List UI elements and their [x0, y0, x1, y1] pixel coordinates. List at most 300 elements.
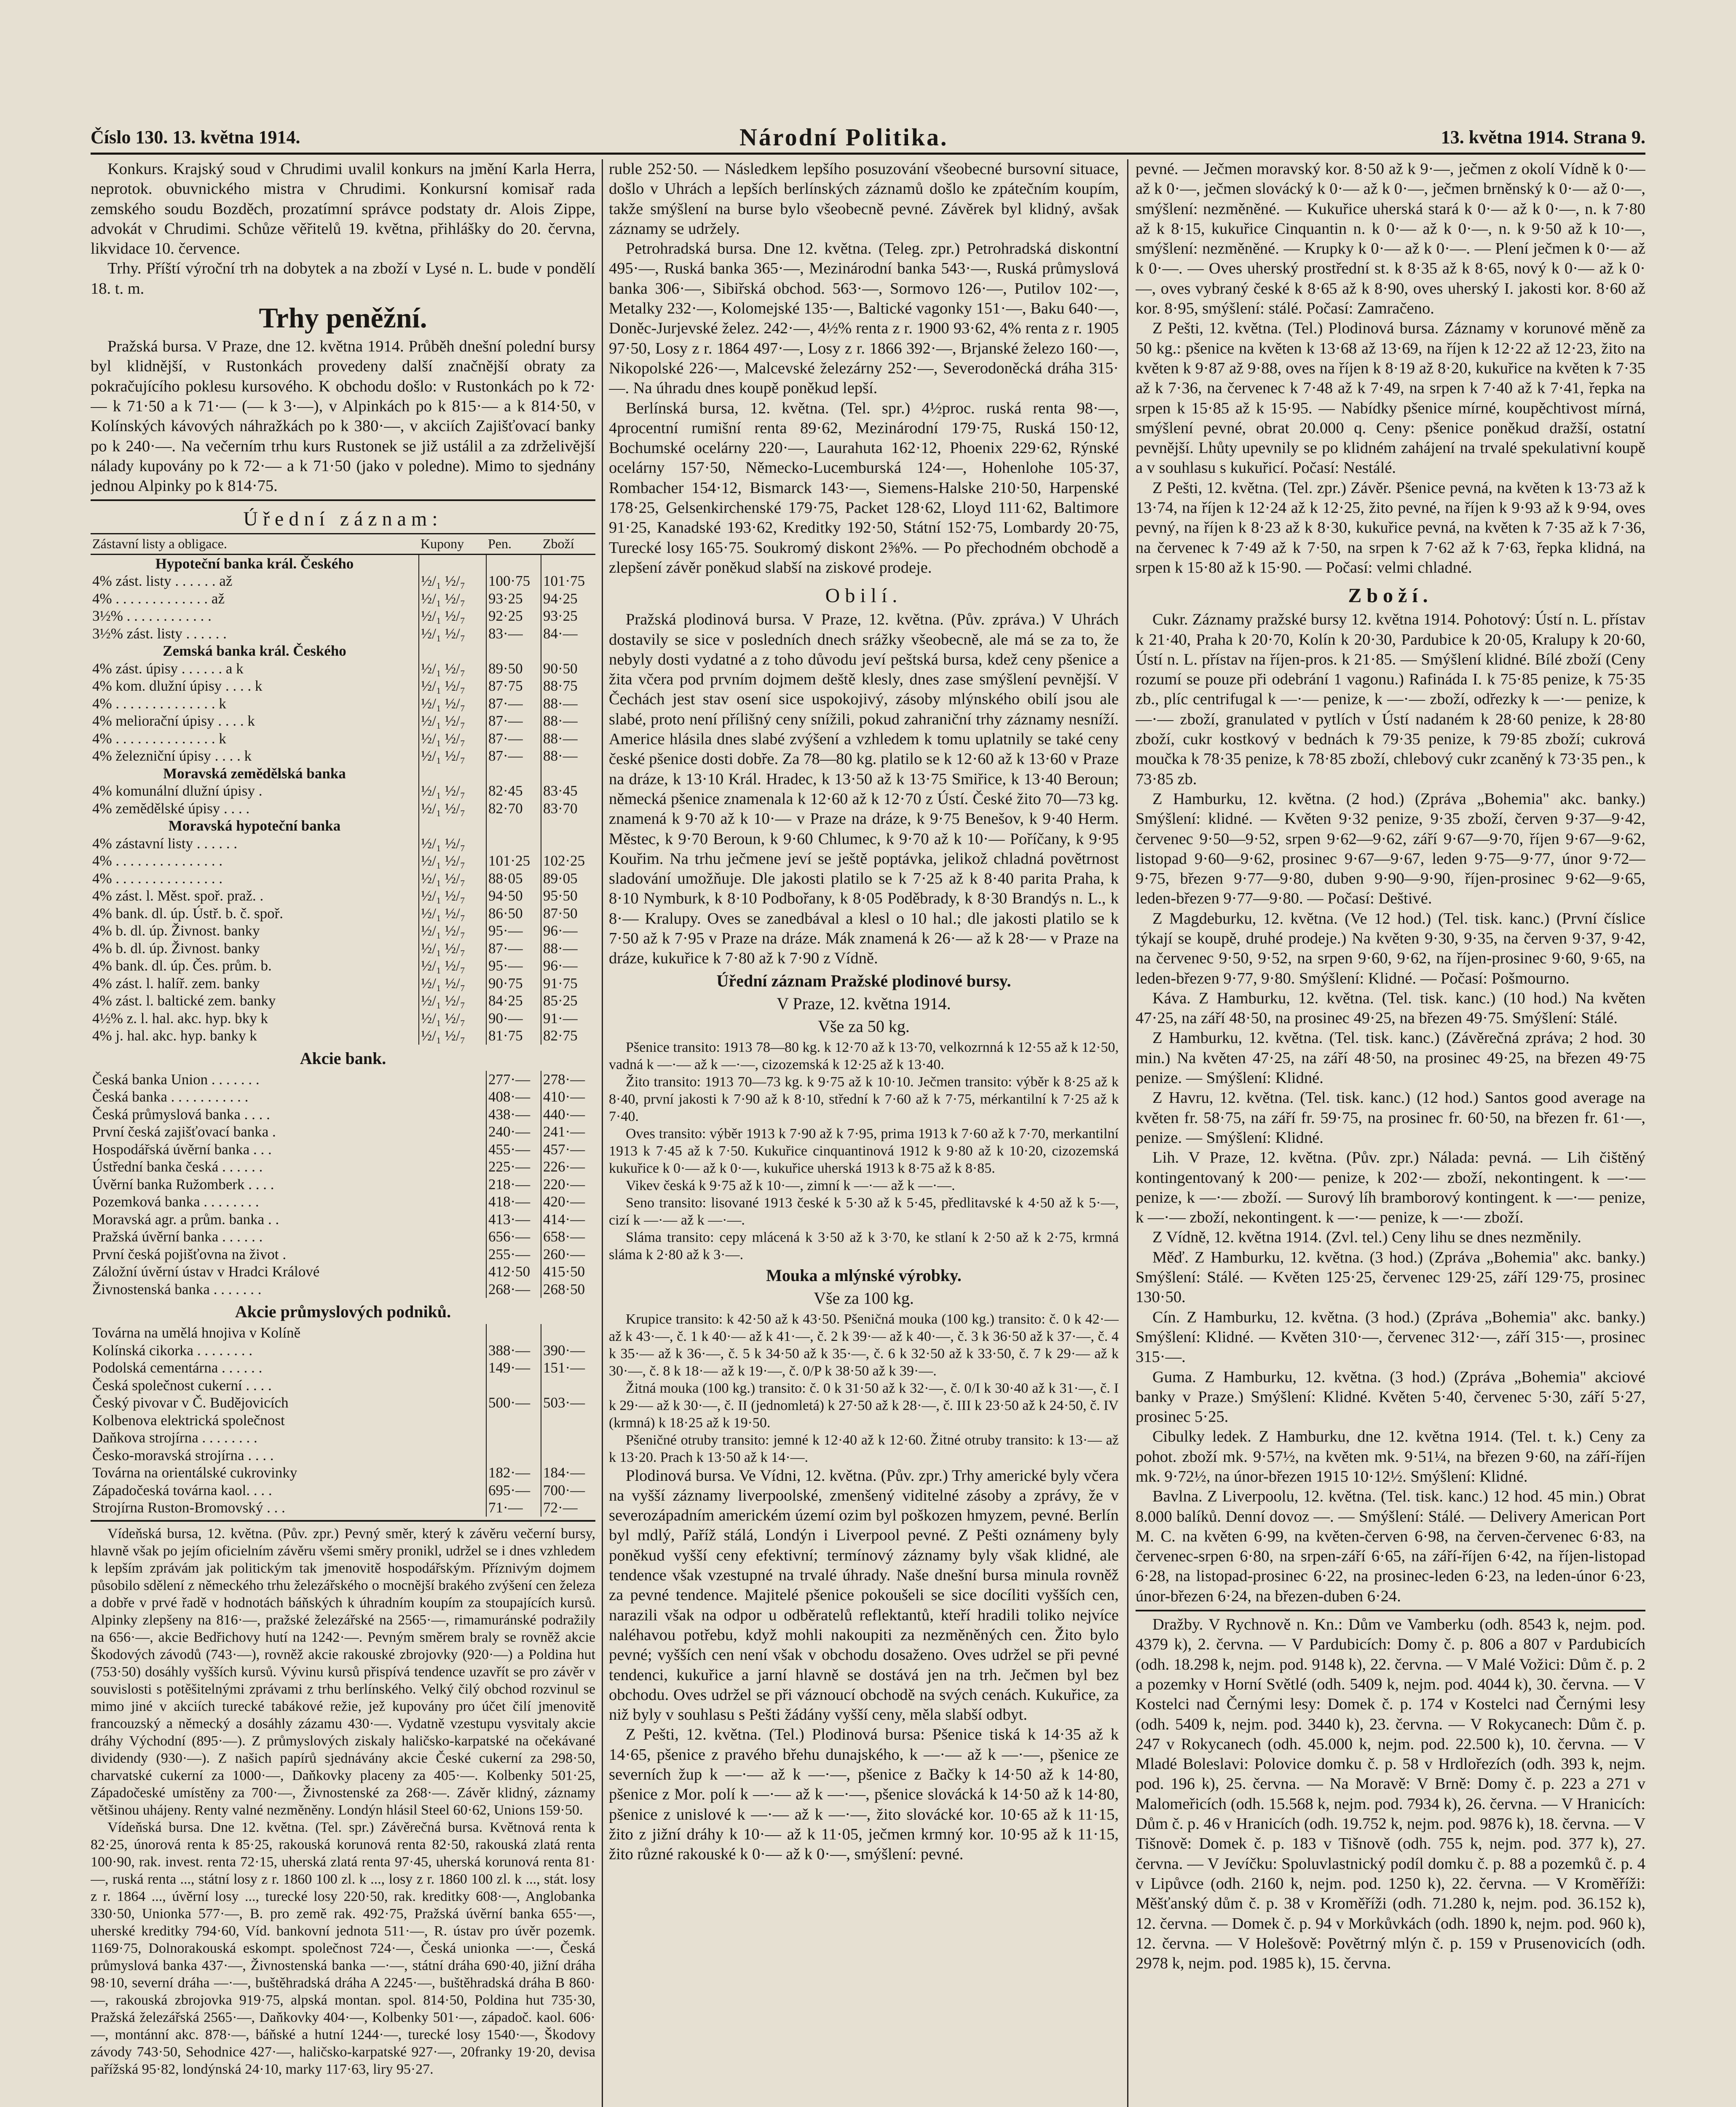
paragraph: Z Vídně, 12. května 1914. (Zvl. tel.) Ceny lihu se dnes nezměnily. [1152, 1228, 1581, 1247]
table-cell: ½/₁ ½/₇ [419, 922, 486, 940]
bank-shares-table [91, 1071, 595, 1298]
table-cell: 503·— [541, 1394, 595, 1412]
column-1 [91, 159, 595, 2107]
paragraph: Guma. Z Hamburku, 12. května. (3 hod.) (Zpráva „Bohemia" akciové banky v Praze.) Smýšlení: Klidné. Květen 5·40, červenec 5·30, září 5·27, prosinec 5·25. [1136, 1368, 1645, 1426]
paragraph: Berlínská bursa, 12. května. (Tel. spr.) 4½proc. ruská renta 98·—, 4procentní rumišní renta 89·62, Mezinárodní 179·75, Ruská 150·12, Bochumské ocelárny 220·—, Laurahuta 162·12, Phoenix 229·62, Rýnské ocelárny 157·50, Německo-Lucemburská 124·—, Hohenlohe 105·37, Rombacher 154·12, Bismarck 143·—, Siemens-Halske 210·50, Harpenské 178·25, Gelsenkirchenské 179·75, Packet 128·62, Lloyd 111·62, Baltimore 91·25, Kanadské 193·62, Kreditky 192·50, Státní 152·75, Lombardy 20·75, Turecké losy 165·75. Soukromý diskont 2⅝%. — Po přechodném obchodě a zlepšení závěr poněkud slabší na ziskové prodeje. [609, 399, 1119, 576]
table-cell: 100·75 [486, 572, 541, 590]
industry-shares-table [91, 1324, 595, 1517]
table-cell: Moravská zemědělská banka [163, 765, 346, 782]
paragraph: Pražská plodinová bursa. V Praze, 12. května. (Pův. zpráva.) V Uhrách dostavily se sice v posledních dnech srážky všeobecně, ale má se za to, že nebyly dosti vydatné a z toho důvodu jeví peštská bursa, kdež ceny pšenice a žita včera pod prvním dojmem deště klesly, dnes zase smýšlení pevnější. V Čechách jest stav osení sice uspokojivý, zásoby mlýnského obilí jsou ale slabé, proto není přílišný ceny snížili, pokud zahraniční trhy záznamy nesníží. Americe hlásila dnes slabé zvýšení a vzhledem k tomu uplatnily se také ceny české pšenice dosti dobře. Za 78—80 kg. platilo se k 12·60 až k 13·60 v Praze na dráze, k 13·10 Král. Hradec, k 13·50 až k 13·75 Smiřice, k 13·40 Beroun; německá pšenice znamenala k 12·60 až k 12·70 z Ústí. České žito 70—73 kg. znamená k 9·70 až k 10·— v Praze na dráze, k 9·75 Benešov, k 9·40 Herm. Městec, k 9·70 Beroun, k 9·60 Chlumec, k 9·70 až k 10·— Poříčany, k 9·95 Kouřim. Na trhu ječmene jeví se ještě poptávka, jelikož chladná povětrnost sladování umožňuje. Dle jakosti platilo se k 7·25 až k 8·40 parita Praha, k 8·10 Nymburk, k 8·10 Podbořany, k 8·05 Poděbrady, k 8·30 Brandýs n. L., k 8·— Kralupy. Oves se zanedbával a klesl o 10 hal.; dle jakosti platilo se k 7·50 až k 7·95 v Praze na dráze. Mák znamená k 26·— až k 28·— v Praze na dráze, kukuřice k 7·80 až k 7·90 z Vídně. [609, 611, 1119, 968]
table-row [91, 1228, 595, 1246]
table-row [91, 800, 595, 818]
table-cell: 420·— [541, 1193, 595, 1211]
table-cell: 71·— [486, 1499, 541, 1517]
table-cell: 408·— [486, 1088, 541, 1106]
table-row [91, 747, 595, 765]
table-cell: 101·25 [486, 852, 541, 870]
table-cell [486, 817, 541, 835]
table-cell: 410·— [541, 1088, 595, 1106]
table-cell: 90·75 [486, 975, 541, 992]
divider [1136, 1610, 1645, 1611]
table-cell: 4% komunální dlužní úpisy . [92, 783, 263, 799]
paragraph: Z Magdeburku, 12. května. (Ve 12 hod.) (Tel. tisk. kanc.) (První číslice týkají se koupě, druhé prodeje.) Na květen 9·30, 9·35, na červen 9·37, 9·42, na červenec 9·50, 9·52, na srpen 9·60, 9·62, na říjen-prosinec 9·60, 9·65, na leden-březen 9·77, 9·80. Smýšlení: Klidné. — Počasí: Pošmourno. [1136, 909, 1645, 987]
table-cell: 4% . . . . . . . . . . . . . . . [92, 852, 223, 869]
column-3 [1136, 159, 1645, 2107]
section-heading: Úřední záznam: [243, 508, 443, 531]
table-cell: 4% bank. dl. úp. Čes. prům. b. [92, 957, 272, 974]
paragraph: Konkurs. Krajský soud v Chrudimi uvalil konkurs na jmění Karla Herra, neprotok. obuvnického mistra v Chrudimi. Konkursní komisař rada zemského soudu Bozděch, prozatímní správce podstaty dr. Alois Zippe, advokát v Chrudimi. Schůze věřitelů 19. května, přihlášky do 20. června, likvidace 10. července. [91, 160, 595, 258]
table-cell: 414·— [541, 1211, 595, 1228]
table-row [91, 1499, 595, 1517]
table-cell: 388·— [486, 1342, 541, 1359]
paragraph: Plodinová bursa. Ve Vídni, 12. května. (Pův. zpr.) Trhy americké byly včera na vyšší záznamy liverpoolské, zmenšený viditelné zásoby a zprávy, že v severozápadním americkém území ozim byl poškozen hmyzem, pevné. Berlín byl mdlý, Paříž stálá, Londýn i Liverpool pevné. Z Pešti oznámeny byly poněkud vyšší ceny efektivní; termínový záznamy byly však klidné, ale tendence však vzestupné na trvalé úhrady. Naše dnešní bursa minula rovněž za pevné tendence. Majitelé pšenice pokoušeli se sice docíliti vyšších cen, narazili však na odpor u odběratelů reflektantů, kteří hradili toliko nejvíce naléhavou potřebu, když mohli nakoupiti za nezměněných cen. Žito bylo pevné; vyšších cen není však v obchodu dosaženo. Oves udržel se při pevné tendenci, kukuřice a jarní hlavně se dostává jen na trh. Ječmen byl bez obchodu. Oves udržel se při váznoucí obchodě na svých cenách. Kukuřice, za niž byly v souhlasu s Pešti žádány vyšší ceny, měla slabší odbyt. [609, 1466, 1119, 1724]
table-row [91, 887, 595, 905]
table-cell: 4% zást. l. Měst. spoř. praž. . [92, 887, 264, 904]
table-cell: 225·— [486, 1158, 541, 1176]
column-header: Zboží [541, 534, 595, 555]
table-cell: 4% bank. dl. úp. Ústř. b. č. spoř. [92, 905, 284, 922]
paragraph: Z Hamburku, 12. května. (Tel. tisk. kanc.) (Závěrečná zpráva; 2 hod. 30 min.) Na květen 47·25, na září 48·50, na prosinec 49·25, na březen 49·75 penize. — Smýšlení: Klidné. [1136, 1029, 1645, 1087]
bond-table [91, 533, 595, 1045]
table-cell: 4% meliorační úpisy . . . . k [92, 713, 255, 729]
table-cell [541, 1447, 595, 1464]
table-cell: 656·— [486, 1228, 541, 1246]
table-cell: 278·— [541, 1071, 595, 1088]
paragraph: ruble 252·50. — Následkem lepšího posuzování všeobecné bursovní situace, došlo v Uhrách a lepších berlínských záznamů došlo ke zpátečním koupím, takže smýšlení na burse bylo všeobecně pevné. Závěrek byl klidný, avšak záznamy se udržely. [609, 160, 1119, 238]
table-cell: Česko-moravská strojírna . . . . [92, 1447, 274, 1464]
table-cell: 88·— [541, 940, 595, 957]
table-cell: 81·75 [486, 1027, 541, 1045]
table-cell: 4% b. dl. úp. Živnost. banky [92, 940, 260, 957]
table-cell: 88·— [541, 695, 595, 713]
table-cell: 88·75 [541, 677, 595, 695]
table-cell: ½/₁ ½/₇ [419, 660, 486, 678]
table-cell: Podolská cementárna . . . . . . [92, 1359, 263, 1376]
paragraph: Petrohradská bursa. Dne 12. května. (Teleg. zpr.) Petrohradská diskontní 495·—, Ruská banka 365·—, Mezinárodní banka 543·—, Ruská průmyslová banka 306·—, Sibiřská obchod. 563·—, Sormovo 126·—, Putilov 102·—, Metalky 232·—, Kolomejské 135·—, Baltické vagonky 151·—, Baku 640·—, Doněc-Jurjevské želez. 242·—, 4½% renta z r. 1900 93·62, 4% renta z r. 1905 97·50, Losy z r. 1864 497·—, Losy z r. 1866 392·—, Brjanské železo 160·—, Nikopolské 226·—, Malcevské železárny 252·—, Severodoněcká dráha 315·—. Na úhradu dnes koupě poněkud lepší. [609, 240, 1119, 397]
table-cell: Hospodářská úvěrní banka . . . [92, 1141, 272, 1158]
table-cell: 4% . . . . . . . . . . . . . . k [92, 730, 226, 747]
table-cell: ½/₁ ½/₇ [419, 940, 486, 957]
table-row [91, 765, 595, 783]
table-cell: 92·25 [486, 607, 541, 625]
paragraph: Z Pešti, 12. května. (Tel.) Plodinová bursa. Záznamy v korunové měně za 50 kg.: pšenice na květen k 13·68 až 13·69, na říjen k 12·22 až 12·23, žito na květen k 9·87 až 9·88, oves na říjen k 8·19 až 8·20, kukuřice na květen k 7·35 až k 7·36, na červenec k 7·48 až k 7·49, na srpen k 7·40 až k 7·41, řepka na srpen k 15·85 až k 15·95. — Nabídky pšenice mírné, koupěchtivost mírná, smýšlení pevné, obrat 20.000 q. Ceny: pšenice poněkud dražší, ostatní pevnější. Lhůty upevnily se po klidném zahájení na trvalé spekulativní koupě a v souhlasu s kukuřicí. Počasí: Nestálé. [1136, 319, 1645, 477]
table-row [91, 1377, 595, 1394]
table-cell [486, 765, 541, 783]
table-cell: ½/₁ ½/₇ [419, 695, 486, 713]
table-cell: 4% zást. l. halíř. zem. banky [92, 975, 260, 992]
paragraph: Vídeňská bursa, 12. května. (Pův. zpr.) Pevný směr, který k závěru večerní bursy, hlavně však po jejím oficielním závěru všemi směry pronikl, udržel se i dnes vzhledem k lepším zprávám jak politickým tak jmenovitě hospodářským. Příznivým dojmem působilo sdělení z německého trhu železářského o mocnější brakého zvýšení cen železa a dobře v prvé řadě v hodnotách báňských k úhradním koupím za stoupajících kursů. Alpinky zlepšeny na 816·—, pražské železářské na 2565·—, rimamuránské podražily na 656·—, akcie Bedřichovy hutí na 1242·—. Pevným směrem braly se rovněž akcie Škodových závodů (743·—), rovněž akcie rakouské zbrojovky (920·—) a Poldina hut (753·50) dosáhly vyšších kursů. Vývinu kursů přispívá tendence uzavřít se pro závěr v souvislosti s potěšitelnými zprávami z trhu berlínského. Velký čilý obchod rozvinul se mimo jiné v akciích turecké tabákové režie, jež kupovány pro účet čilí jmenovitě francouzský a německý a dosáhly zázamu 430·—. Vydatně vzestupu vysvitaly akcie dráhy Východní (895·—). Z průmyslových ziskaly haličsko-karpatské na očekávané dividendy (930·—). Z našich papírů sjednávány akcie České cukerní za 298·50, charvatské cukerní za 1000·—, Daňkovky placeny za 405·—. Kolbenky 501·25, Západočeské umístěny za 700·—, Živnostenské za 268·—. Závěr klidný, záznamy většinou uhájeny. Renty valné nezměněny. Londýn hlásil Steel 60·62, Unions 159·50. [91, 1525, 595, 1818]
table-row [91, 1324, 595, 1342]
table-cell: První česká pojišťovna na život . [92, 1246, 287, 1263]
table-cell: 96·— [541, 957, 595, 975]
table-cell: 438·— [486, 1106, 541, 1123]
table-cell: 226·— [541, 1158, 595, 1176]
section-heading: Obilí. [825, 584, 903, 607]
table-cell: 4% zást. listy . . . . . . až [92, 573, 233, 590]
table-cell [486, 835, 541, 852]
table-cell: 700·— [541, 1482, 595, 1499]
table-cell: 418·— [486, 1193, 541, 1211]
table-row [91, 782, 595, 800]
table-row [91, 852, 595, 870]
table-row [91, 695, 595, 713]
table-cell: 93·25 [541, 607, 595, 625]
table-cell: 90·50 [541, 660, 595, 678]
table-row [91, 1342, 595, 1359]
table-cell: 87·— [486, 747, 541, 765]
table-cell: Strojírna Ruston-Bromovský . . . [92, 1499, 285, 1516]
table-cell: 4% j. hal. akc. hyp. banky k [92, 1027, 257, 1044]
table-cell [486, 1324, 541, 1342]
column-2 [609, 159, 1119, 2107]
table-cell: 84·25 [486, 992, 541, 1010]
column-divider [602, 159, 603, 2107]
table-row [91, 730, 595, 748]
table-cell: 86·50 [486, 905, 541, 922]
table-row [91, 1281, 595, 1298]
table-cell: Pražská úvěrní banka . . . . . . [92, 1228, 263, 1245]
table-cell: 93·25 [486, 590, 541, 608]
table-row [91, 607, 595, 625]
paragraph: Z Havru, 12. května. (Tel. tisk. kanc.) (12 hod.) Santos good average na květen fr. 58·75, na září fr. 59·75, na prosinec fr. 60·50, na březen fr. 61·—, penize. — Smýšlení: Klidné. [1136, 1089, 1645, 1147]
table-cell: Živnostenská banka . . . . . . . [92, 1281, 262, 1297]
paragraph: Sláma transito: cepy mlácená k 3·50 až k 3·70, ke stlaní k 2·50 až k 2·75, krmná sláma k 2·80 až k 3·—. [609, 1229, 1119, 1263]
paragraph: Trhy. Příští výroční trh na dobytek a na zboží v Lysé n. L. bude v pondělí 18. t. m. [91, 260, 595, 298]
table-cell [541, 765, 595, 783]
table-row [91, 1123, 595, 1141]
paragraph: Pšeničné otruby transito: jemné k 12·40 až k 12·60. Žitné otruby transito: k 13·— až k 13·20. Prach k 13·50 až k 14·—. [609, 1432, 1119, 1465]
table-row [91, 660, 595, 678]
table-row [91, 1027, 595, 1045]
table-cell: Úvěrní banka Ružomberk . . . . [92, 1176, 274, 1193]
table-cell: 4% kom. dlužní úpisy . . . . k [92, 678, 263, 694]
subheading: Vše za 100 kg. [814, 1288, 914, 1308]
table-cell: ½/₁ ½/₇ [419, 852, 486, 870]
table-cell: 260·— [541, 1246, 595, 1263]
table-cell: Česká průmyslová banka . . . . [92, 1106, 270, 1123]
subheading: Vše za 50 kg. [818, 1016, 910, 1036]
table-cell: 101·75 [541, 572, 595, 590]
table-cell [486, 1412, 541, 1429]
table-cell: ½/₁ ½/₇ [419, 800, 486, 818]
table-cell: 94·25 [541, 590, 595, 608]
table-cell [541, 1377, 595, 1394]
table-cell: 457·— [541, 1141, 595, 1158]
table-cell: ½/₁ ½/₇ [419, 887, 486, 905]
table-row [91, 922, 595, 940]
table-cell: 87·— [486, 730, 541, 748]
table-row [91, 677, 595, 695]
table-cell: 95·— [486, 922, 541, 940]
table-row [91, 1158, 595, 1176]
table-cell: ½/₁ ½/₇ [419, 975, 486, 992]
table-cell: ½/₁ ½/₇ [419, 625, 486, 643]
table-cell [486, 554, 541, 572]
paragraph: Seno transito: lisované 1913 české k 5·30 až k 5·45, předlitavské k 4·50 až k 5·—, cizí k —·— až k —·—. [609, 1195, 1119, 1228]
table-cell: Záložní úvěrní ústav v Hradci Králové [92, 1263, 320, 1280]
table-cell: 4% zást. úpisy . . . . . . a k [92, 660, 244, 677]
table-row [91, 1211, 595, 1228]
table-cell: 82·45 [486, 782, 541, 800]
paragraph: Vídeňská bursa. Dne 12. května. (Tel. spr.) Závěrečná bursa. Květnová renta k 82·25, únorová renta k 85·25, rakouská korunová renta 82·50, rakouská zlatá renta 100·90, rak. invest. renta 72·15, uherská zlatá renta 97·45, uherská korunová renta 81·—, ruská renta ..., státní losy z r. 1860 100 zl. k ..., losy z r. 1860 100 zl. k ..., stát. losy z r. 1864 ..., úvěrní losy ..., turecké losy 220·50, rak. kreditky 608·—, Anglobanka 330·50, Unionka 577·—, B. pro země rak. 492·75, Pražská úvěrní banka 655·—, uherské kreditky 794·60, Víd. bankovní jednota 511·—, R. ústav pro úvěr pozemk. 1169·75, Dolnorakouská eskompt. společnost 724·—, Česká unionka —·—, Česká průmyslová banka 437·—, Živnostenská banka —·—, státní dráha 690·40, jižní dráha 98·10, severní dráha —·—, buštěhradská dráha A 2245·—, buštěhradská dráha B 860·—, rakouská zbrojovka 919·75, alpská montan. spol. 814·50, Poldina hut 735·30, Pražská železářská 2565·—, Daňkovky 404·—, Kolbenky 501·—, západoč. kaol. 606·—, montánní akc. 878·—, báňské a hutní 1244·—, turecké losy 1540·—, Škodovy závody 743·50, Sehodnice 427·—, haličsko-karpatské 927·—, 20franky 19·20, devisa pařížská 95·82, londýnská 24·10, marky 117·63, liry 95·27. [91, 1819, 595, 2077]
paragraph: Pšenice transito: 1913 78—80 kg. k 12·70 až k 13·70, velkozrnná k 12·55 až k 12·50, vadná k —·— až k —·—, cizozemská k 12·25 až k 13·40. [609, 1039, 1119, 1072]
paragraph: Žito transito: 1913 70—73 kg. k 9·75 až k 10·10. Ječmen transito: výběr k 8·25 až k 8·40, první jakosti k 7·90 až k 8·10, střední k 7·60 až k 7·75, mérkantilní k 7·25 až k 7·40. [609, 1074, 1119, 1124]
table-cell: 95·50 [541, 887, 595, 905]
table-cell: ½/₁ ½/₇ [419, 677, 486, 695]
table-row [91, 1088, 595, 1106]
column-header: Kupony [419, 534, 486, 555]
table-cell: 3½% . . . . . . . . . . . . [92, 608, 212, 625]
table-cell: Moravská hypoteční banka [168, 818, 341, 834]
table-cell: 268·50 [541, 1281, 595, 1298]
page-number: 13. května 1914. Strana 9. [1441, 127, 1645, 147]
table-cell: Pozemková banka . . . . . . . . [92, 1193, 259, 1210]
table-cell: 72·— [541, 1499, 595, 1517]
table-cell: 4% zást. l. baltické zem. banky [92, 992, 276, 1009]
table-cell: Český pivovar v Č. Budějovicích [92, 1394, 289, 1411]
table-cell: Kolbenova elektrická společnost [92, 1412, 285, 1429]
table-cell: Česká banka . . . . . . . . . . . [92, 1088, 249, 1105]
divider [91, 1520, 595, 1522]
table-cell: 268·— [486, 1281, 541, 1298]
paragraph: Žitná mouka (100 kg.) transito: č. 0 k 31·50 až k 32·—, č. 0/I k 30·40 až k 31·—, č. I k 29·— až k 30·—, č. II (jednomletá) k 27·50 až k 28·—, č. III k 23·50 až k 24·50, č. IV (krmná) k 18·25 až k 19·50. [609, 1380, 1119, 1431]
table-cell: Ústřední banka česká . . . . . . [92, 1158, 263, 1175]
table-cell: ½/₁ ½/₇ [419, 747, 486, 765]
table-cell: 87·— [486, 940, 541, 957]
table-cell: 240·— [486, 1123, 541, 1141]
table-cell [419, 817, 486, 835]
table-row [91, 1394, 595, 1412]
table-row [91, 1464, 595, 1482]
table-row [91, 1141, 595, 1158]
table-cell: ½/₁ ½/₇ [419, 957, 486, 975]
table-cell: 440·— [541, 1106, 595, 1123]
table-row [91, 1106, 595, 1123]
paragraph: Krupice transito: k 42·50 až k 43·50. Pšeničná mouka (100 kg.) transito: č. 0 k 42·— až k 43·—, č. 1 k 40·— až k 41·—, č. 2 k 39·— až k 40·—, č. 3 k 36·50 až k 37·—, č. 4 k 35·— až k 36·—, č. 5 k 34·50 až k 35·—, č. 6 k 32·50 až k 33·50, č. 7 k 29·— až k 30·—, č. 8 k 18·— až k 19·—, č. 0/P k 38·50 až k 39·—. [609, 1311, 1119, 1379]
table-cell: 412·50 [486, 1263, 541, 1281]
table-cell: 277·— [486, 1071, 541, 1088]
table-row [91, 992, 595, 1010]
table-cell: 91·— [541, 1010, 595, 1027]
table-row [91, 572, 595, 590]
table-row [91, 1010, 595, 1027]
table-cell [419, 642, 486, 660]
table-row [91, 1193, 595, 1211]
table-cell: Česká banka Union . . . . . . . [92, 1071, 260, 1088]
table-cell: 84·— [541, 625, 595, 643]
table-cell [486, 1447, 541, 1464]
table-cell: 88·05 [486, 870, 541, 887]
table-cell: 85·25 [541, 992, 595, 1010]
table-cell: 88·— [541, 730, 595, 748]
table-row [91, 625, 595, 643]
column-divider [1127, 159, 1128, 2107]
subheading: Mouka a mlýnské výrobky. [766, 1265, 962, 1285]
table-row [91, 975, 595, 992]
table-cell: Moravská agr. a prům. banka . . [92, 1211, 279, 1228]
table-cell: 94·50 [486, 887, 541, 905]
table-cell: 695·— [486, 1482, 541, 1499]
table-cell: 255·— [486, 1246, 541, 1263]
table-row [91, 940, 595, 957]
table-cell: 88·— [541, 747, 595, 765]
table-cell: Továrna na orientálské cukrovinky [92, 1464, 297, 1481]
table-cell: 3½% zást. listy . . . . . . [92, 625, 227, 642]
column-header: Pen. [486, 534, 541, 555]
table-cell: ½/₁ ½/₇ [419, 905, 486, 922]
paragraph: Měď. Z Hamburku, 12. května. (3 hod.) (Zpráva „Bohemia" akc. banky.) Smýšlení: Stálé. — Květen 125·25, červenec 129·25, září 129·75, prosinec 130·50. [1136, 1248, 1645, 1306]
issue-date: Číslo 130. 13. května 1914. [91, 127, 300, 147]
paragraph: Cibulky ledek. Z Hamburku, dne 12. května 1914. (Tel. t. k.) Ceny za pohot. zboží mk. 9·57½, na květen mk. 9·51¼, na březen 9·60, na září-říjen mk. 9·72½, na únor-březen 1915 10·12½. Smýšlení: Klidné. [1136, 1428, 1645, 1485]
table-cell: Kolínská cikorka . . . . . . . . [92, 1342, 253, 1359]
table-row [91, 590, 595, 608]
table-cell: 4% zemědělské úpisy . . . . [92, 800, 250, 817]
table-cell: 455·— [486, 1141, 541, 1158]
column-header: Zástavní listy a obligace. [91, 534, 419, 555]
paragraph: Z Hamburku, 12. května. (2 hod.) (Zpráva „Bohemia" akc. banky.) Smýšlení: klidné. — Květen 9·32 penize, 9·35 zboží, červen 9·37—9·42, červenec 9·50—9·52, srpen 9·62—9·62, září 9·67—9·70, říjen 9·67—9·62, listopad 9·60—9·62, prosinec 9·67—9·67, leden 9·75—9·77, únor 9·72—9·75, březen 9·77—9·80, duben 9·90—9·90, říjen-prosinec 9·62—9·65, leden-březen 9·77—9·80. — Počasí: Deštivé. [1136, 790, 1645, 908]
table-cell: ½/₁ ½/₇ [419, 590, 486, 608]
table-row [91, 1359, 595, 1377]
table-cell: 95·— [486, 957, 541, 975]
table-cell: 4% zástavní listy . . . . . . [92, 835, 238, 852]
table-cell: 91·75 [541, 975, 595, 992]
table-cell: 83·70 [541, 800, 595, 818]
paragraph: Bavlna. Z Liverpoolu, 12. května. (Tel. tisk. kanc.) 12 hod. 45 min.) Obrat 8.000 balíků. Denní dovoz —. — Smýšlení: Stálé. — Delivery American Port M. C. na květen 6·99, na květen-červen 6·98, na červen-červenec 6·83, na červenec-srpen 6·80, na srpen-září 6·65, na září-říjen 6·42, na říjen-listopad 6·28, na listopad-prosinec 6·22, na prosinec-leden 6·23, na leden-únor 6·23, únor-březen 6·24, na březen-duben 6·24. [1136, 1488, 1645, 1605]
table-cell [541, 835, 595, 852]
table-row [91, 1176, 595, 1193]
table-cell: Hypoteční banka král. Českého [155, 555, 354, 572]
table-cell: 4% . . . . . . . . . . . . . . k [92, 695, 226, 712]
table-cell [486, 1377, 541, 1394]
table-cell: ½/₁ ½/₇ [419, 1010, 486, 1027]
table-cell: 413·— [486, 1211, 541, 1228]
table-cell: ½/₁ ½/₇ [419, 992, 486, 1010]
table-cell: ½/₁ ½/₇ [419, 870, 486, 887]
table-cell: 87·50 [541, 905, 595, 922]
table-cell [486, 642, 541, 660]
table-row [91, 817, 595, 835]
table-row [91, 1482, 595, 1499]
paragraph: Cukr. Záznamy pražské bursy 12. května 1914. Pohotový: Ústí n. L. přístav k 21·40, Praha k 20·70, Kolín k 20·30, Pardubice k 20·05, Kralupy k 20·60, Ústí n. L. přístav na říjen-pros. k 21·85. — Smýšlení klidné. Bílé zboží (Ceny rozumí se pouze při odebrání 1 vagonu.) Rafináda I. k 75·85 penize, k 75·35 zb., plíc centrifugal k —·— penize, k —·— zboží, odřezky k —·— penize, k —·— zboží, granulated v pytlích v Ústí nadaném k 28·60 penize, k 28·80 zboží, cukr kostkový v bednách k 79·35 penize, k 79·85 zboží; cukrová moučka k 78·35 penize, k 78·85 zboží, chlebový cukr zcaněný k 73·35 pen., k 73·85 zb. [1136, 611, 1645, 788]
table-cell: 415·50 [541, 1263, 595, 1281]
table-cell [541, 817, 595, 835]
table-cell: 658·— [541, 1228, 595, 1246]
table-cell: ½/₁ ½/₇ [419, 730, 486, 748]
table-cell: 88·— [541, 712, 595, 730]
table-cell: 89·50 [486, 660, 541, 678]
table-cell [419, 765, 486, 783]
table-cell: ½/₁ ½/₇ [419, 712, 486, 730]
section-heading: Zboží. [1348, 584, 1433, 607]
table-cell: 182·— [486, 1464, 541, 1482]
page-header [91, 123, 1645, 155]
table-row [91, 712, 595, 730]
table-cell [541, 1429, 595, 1447]
table-cell [541, 1412, 595, 1429]
divider [91, 499, 595, 501]
table-subheading: Akcie bank. [300, 1048, 386, 1068]
table-cell: 500·— [486, 1394, 541, 1412]
table-row [91, 905, 595, 922]
paragraph: Dražby. V Rychnově n. Kn.: Dům ve Vamberku (odh. 8543 k, nejm. pod. 4379 k), 2. června. — V Pardubicích: Domy č. p. 806 a 807 v Pardubicích (odh. 18.298 k, nejm. pod. 9148 k), 22. června. — V Malé Vožici: Dům č. p. 2 a pozemky v Horní Světlé (odh. 5409 k, nejm. pod. 4044 k), 30. června. — V Kostelci nad Černými lesy: Domek č. p. 174 v Kostelci nad Černými lesy (odh. 5409 k, nejm. pod. 3440 k), 23. června. — V Rokycanech: Dům č. p. 247 v Rokycanech (odh. 45.000 k, nejm. pod. 22.500 k), 10. června. — V Mladé Boleslavi: Polovice domku č. p. 58 v Hrdlořezích (odh. 393 k, nejm. pod. 196 k), 25. června. — Na Moravě: V Brně: Domy č. p. 223 a 271 v Malomeřicích (odh. 15.568 k, nejm. pod. 7934 k), 26. června. — V Hranicích: Dům č. p. 46 v Hranicích (odh. 19.752 k, nejm. pod. 9876 k), 18. června. — V Tišnově: Domek č. p. 183 v Tišnově (odh. 755 k, nejm. pod. 377 k), 27. června. — V Jevíčku: Spoluvlastnický podíl domku č. p. 88 a pozemků č. p. 4 v Lipůvce (odh. 2160 k, nejm. pod. 1250 k), 22. června. — V Kroměříži: Měšťanský dům č. p. 38 v Kroměříži (odh. 71.280 k, nejm. pod. 36.152 k), 12. června. — Domek č. p. 94 v Morkůvkách (odh. 1890 k, nejm. pod. 960 k), 12. června. — V Holešově: Povětrný mlýn č. p. 159 v Prusenovicích (odh. 2978 k, nejm. pod. 1985 k), 15. června. [1136, 1616, 1645, 1973]
table-row [91, 642, 595, 660]
table-cell: ½/₁ ½/₇ [419, 572, 486, 590]
paragraph: Káva. Z Hamburku, 12. května. (Tel. tisk. kanc.) (10 hod.) Na květen 47·25, na září 48·50, na prosinec 49·25, na březen 49·75. Smýšlení: Stálé. [1136, 989, 1645, 1027]
subheading: Úřední záznam Pražské plodinové bursy. [716, 971, 1011, 990]
paragraph: pevné. — Ječmen moravský kor. 8·50 až k 9·—, ječmen z okolí Vídně k 0·— až k 0·—, ječmen slovácký k 0·— až k 0·—, ječmen brněnský k 0·— až 0·—, smýšlení: nezměněné. — Kukuřice uherská stará k 0·— až k 0·—, n. k 7·80 až k 8·15, kukuřice Cinquantin n. k 0·— až k 0·—, n. k 9·50 až k 10·—, smýšlení: nezměněné. — Krupky k 0·— až k 0·—. — Plení ječmen k 0·— až k 0·—. — Oves uherský prostřední st. k 8·35 až k 8·65, nový k 0·— až k 0·—, oves vybraný české k 8·65 až k 8·90, oves uherský I. jakosti kor. 8·60 až kor. 8·95, smýšlení: stálé. Počasí: Zamračeno. [1136, 160, 1645, 318]
table-row [91, 1071, 595, 1088]
table-cell: 390·— [541, 1342, 595, 1359]
table-cell: 82·70 [486, 800, 541, 818]
table-row [91, 1263, 595, 1281]
table-cell [419, 554, 486, 572]
section-heading: Trhy peněžní. [259, 302, 427, 334]
table-cell: 218·— [486, 1176, 541, 1193]
table-cell: 96·— [541, 922, 595, 940]
table-cell: První česká zajišťovací banka . [92, 1123, 276, 1140]
table-cell: 149·— [486, 1359, 541, 1377]
table-cell: 4% . . . . . . . . . . . . . až [92, 590, 225, 607]
table-cell: 87·— [486, 695, 541, 713]
table-cell: ½/₁ ½/₇ [419, 607, 486, 625]
table-cell: 4½% z. l. hal. akc. hyp. bky k [92, 1010, 268, 1027]
table-cell: ½/₁ ½/₇ [419, 782, 486, 800]
table-cell: 4% železniční úpisy . . . . k [92, 748, 252, 764]
table-cell: 82·75 [541, 1027, 595, 1045]
table-row [91, 835, 595, 852]
table-subheading: Akcie průmyslových podniků. [235, 1302, 451, 1322]
paragraph: Vikev česká k 9·75 až k 10·—, zimní k —·— až k —·—. [626, 1177, 955, 1193]
table-cell: 241·— [541, 1123, 595, 1141]
table-cell: 102·25 [541, 852, 595, 870]
table-cell [541, 1324, 595, 1342]
table-cell: 220·— [541, 1176, 595, 1193]
table-row [91, 1429, 595, 1447]
table-cell: ½/₁ ½/₇ [419, 1027, 486, 1045]
table-cell: ½/₁ ½/₇ [419, 835, 486, 852]
paragraph: Pražská bursa. V Praze, dne 12. května 1914. Průběh dnešní polední bursy byl klidnější, v Rustonkách provedeny další značnější obraty za pokračujícího poklesu kursového. K obchodu došlo: v Rustonkách po k 72·— k 71·50 a k 71·— (— k 3·—), v Alpinkách po k 815·— a k 814·50, v Kolínských kávových náhražkách po k 380·—, v akciích Zajišťovací banky po k 240·—. Na večerním trhu kurs Rustonek se již ustálil a za zdrželivější nálady kupovány po k 72·— a k 71·50 (jako v poledne). Mimo to sjednány jednou Alpinky po k 814·75. [91, 338, 595, 495]
table-cell: 83·45 [541, 782, 595, 800]
table-cell: Továrna na umělá hnojiva v Kolíně [92, 1324, 301, 1341]
paragraph: Oves transito: výběr 1913 k 7·90 až k 7·95, prima 1913 k 7·60 až k 7·70, merkantilní 1913 k 7·45 až k 7·50. Kukuřice cinquantinová 1912 k 9·80 až k 10·20, cizozemská kukuřice k 0·— až k 0·—, kukuřice uherská 1913 k 8·75 až k 8·85. [609, 1126, 1119, 1176]
table-row [91, 554, 595, 572]
table-cell: 90·— [486, 1010, 541, 1027]
table-cell: Česká společnost cukerní . . . . [92, 1377, 272, 1394]
table-cell: 87·— [486, 712, 541, 730]
table-cell: 89·05 [541, 870, 595, 887]
table-row [91, 1447, 595, 1464]
table-row [91, 1246, 595, 1263]
table-row [91, 870, 595, 887]
paragraph: Z Pešti, 12. května. (Tel. zpr.) Závěr. Pšenice pevná, na květen k 13·73 až k 13·74, na říjen k 12·24 až k 12·25, žito pevné, na říjen k 9·93 až k 9·94, oves pevný, na říjen k 8·23 až k 8·30, kukuřice pevná, na květen k 7·35 až k 7·36, na červenec k 7·49 až k 7·50, na srpen k 7·62 až k 7·63, řepka klidná, na srpen k 15·80 až k 15·90. — Počasí: velmi chladné. [1136, 479, 1645, 576]
table-cell: Daňkova strojírna . . . . . . . . [92, 1429, 257, 1446]
table-cell [541, 554, 595, 572]
table-cell: 184·— [541, 1464, 595, 1482]
subheading: V Praze, 12. května 1914. [777, 994, 951, 1013]
table-cell: 87·75 [486, 677, 541, 695]
table-row [91, 957, 595, 975]
table-cell: Západočeská továrna kaol. . . . [92, 1482, 272, 1498]
table-cell [486, 1429, 541, 1447]
table-cell: 4% b. dl. úp. Živnost. banky [92, 922, 260, 939]
table-cell [541, 642, 595, 660]
paragraph: Lih. V Praze, 12. května. (Pův. zpr.) Nálada: pevná. — Lih čištěný kontingentovaný k 200·— penize, k 202·— zboží, nekontingent. k —·— penize, k —·— zboží. — Surový líh bramborový kontingent. k —·— penize, k —·— zboží, nekontingent. k —·— penize, k —·— zboží. [1136, 1149, 1645, 1227]
newspaper-title: Národní Politika. [739, 123, 948, 151]
table-cell: 4% . . . . . . . . . . . . . . . [92, 870, 223, 887]
table-cell: 151·— [541, 1359, 595, 1377]
paragraph: Cín. Z Hamburku, 12. května. (3 hod.) (Zpráva „Bohemia" akc. banky.) Smýšlení: Klidné. — Květen 310·—, červenec 312·—, září 315·—, prosinec 315·—. [1136, 1308, 1645, 1366]
table-cell: Zemská banka král. Českého [163, 643, 346, 659]
